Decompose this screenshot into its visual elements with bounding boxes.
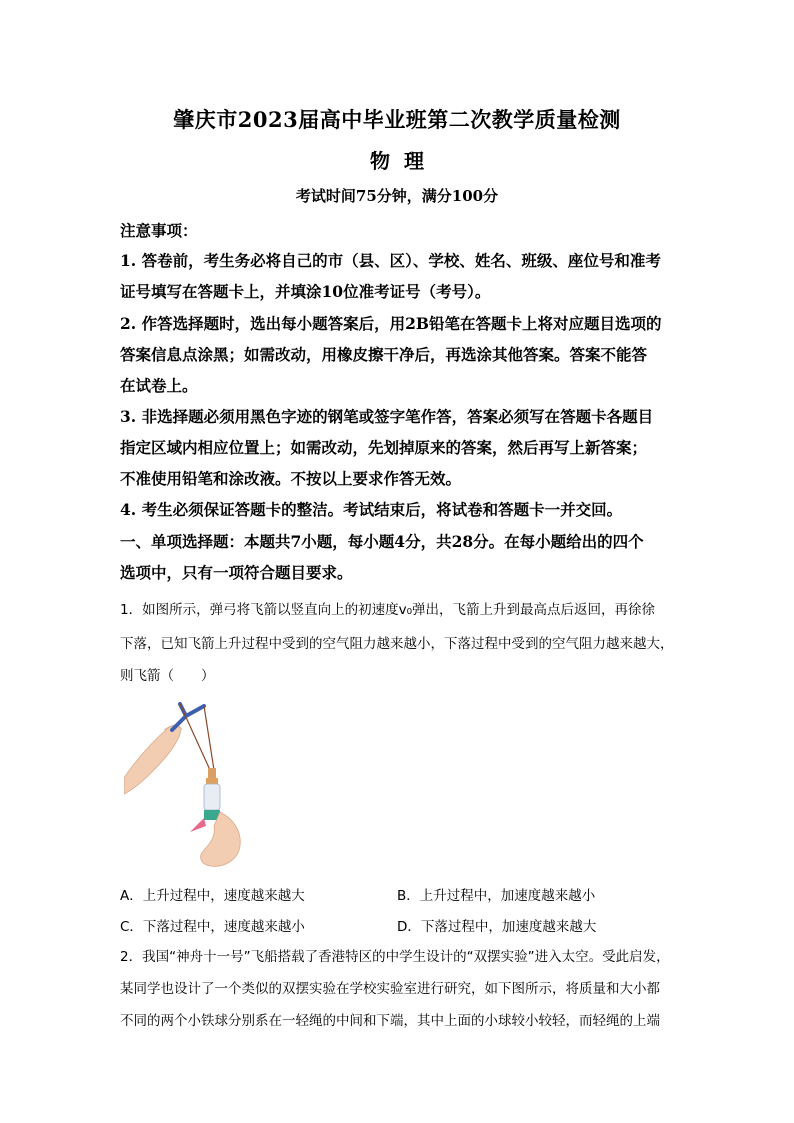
q1-option-a: A．上升过程中，速度越来越大 <box>120 888 305 904</box>
question-1-text: 下落，已知飞箭上升过程中受到的空气阻力越来越小，下落过程中受到的空气阻力越来越大， <box>120 636 674 652</box>
q1-option-d: D．下落过程中，加速度越来越大 <box>397 919 597 935</box>
hand-upper <box>124 725 182 794</box>
notice-line: 2. 作答选择题时，选出每小题答案后，用2B铅笔在答题卡上将对应题目选项的 <box>120 314 662 333</box>
question-2-text: 2．我国“神舟十一号”飞船搭载了香港特区的中学生设计的“双摆实验”进入太空。受此启发， <box>120 949 670 965</box>
exam-time-info: 考试时间75分钟，满分100分 <box>295 187 499 205</box>
page-title: 肇庆市2023届高中毕业班第二次教学质量检测 <box>173 107 621 132</box>
notice-line: 1. 答卷前，考生务必将自己的市（县、区）、学校、姓名、班级、座位号和准考 <box>120 251 661 270</box>
hand-lower <box>201 812 241 866</box>
section-heading: 一、单项选择题：本题共7小题，每小题4分，共28分。在每小题给出的四个 <box>120 532 644 551</box>
subject-title: 物理 <box>370 149 438 173</box>
section-heading: 选项中，只有一项符合题目要求。 <box>120 563 353 582</box>
notice-line: 指定区域内相应位置上；如需改动，先划掉原来的答案，然后再写上新答案； <box>120 438 648 457</box>
notice-line: 3. 非选择题必须用黑色字迹的钢笔或签字笔作答，答案必须写在答题卡各题目 <box>120 407 654 426</box>
notice-line: 不准使用铅笔和涂改液。不按以上要求作答无效。 <box>120 469 462 488</box>
notice-line: 在试卷上。 <box>120 376 198 395</box>
q1-option-b: B．上升过程中，加速度越来越小 <box>397 888 596 904</box>
notice-heading: 注意事项： <box>120 221 198 240</box>
notice-line: 证号填写在答题卡上，并填涂10位准考证号（考号）。 <box>120 282 491 301</box>
notice-line: 4. 考生必须保证答题卡的整洁。考试结束后，将试卷和答题卡一并交回。 <box>120 500 623 519</box>
question-1-text: 则飞箭（ ） <box>120 668 215 684</box>
question-1-text: 1．如图所示，弹弓将飞箭以竖直向上的初速度v₀弹出，飞箭上升到最高点后返回，再徐徐 <box>120 602 655 618</box>
notice-line: 答案信息点涂黑；如需改动，用橡皮擦干净后，再选涂其他答案。答案不能答 <box>120 345 648 364</box>
question-2-text: 某同学也设计了一个类似的双摆实验在学校实验室进行研究，如下图所示，将质量和大小都 <box>120 981 660 997</box>
q1-option-c: C．下落过程中，速度越来越小 <box>120 919 305 935</box>
question-2-text: 不同的两个小铁球分别系在一轻绳的中间和下端，其中上面的小球较小较轻，而轻绳的上端 <box>120 1013 660 1029</box>
slingshot-figure <box>124 690 264 870</box>
